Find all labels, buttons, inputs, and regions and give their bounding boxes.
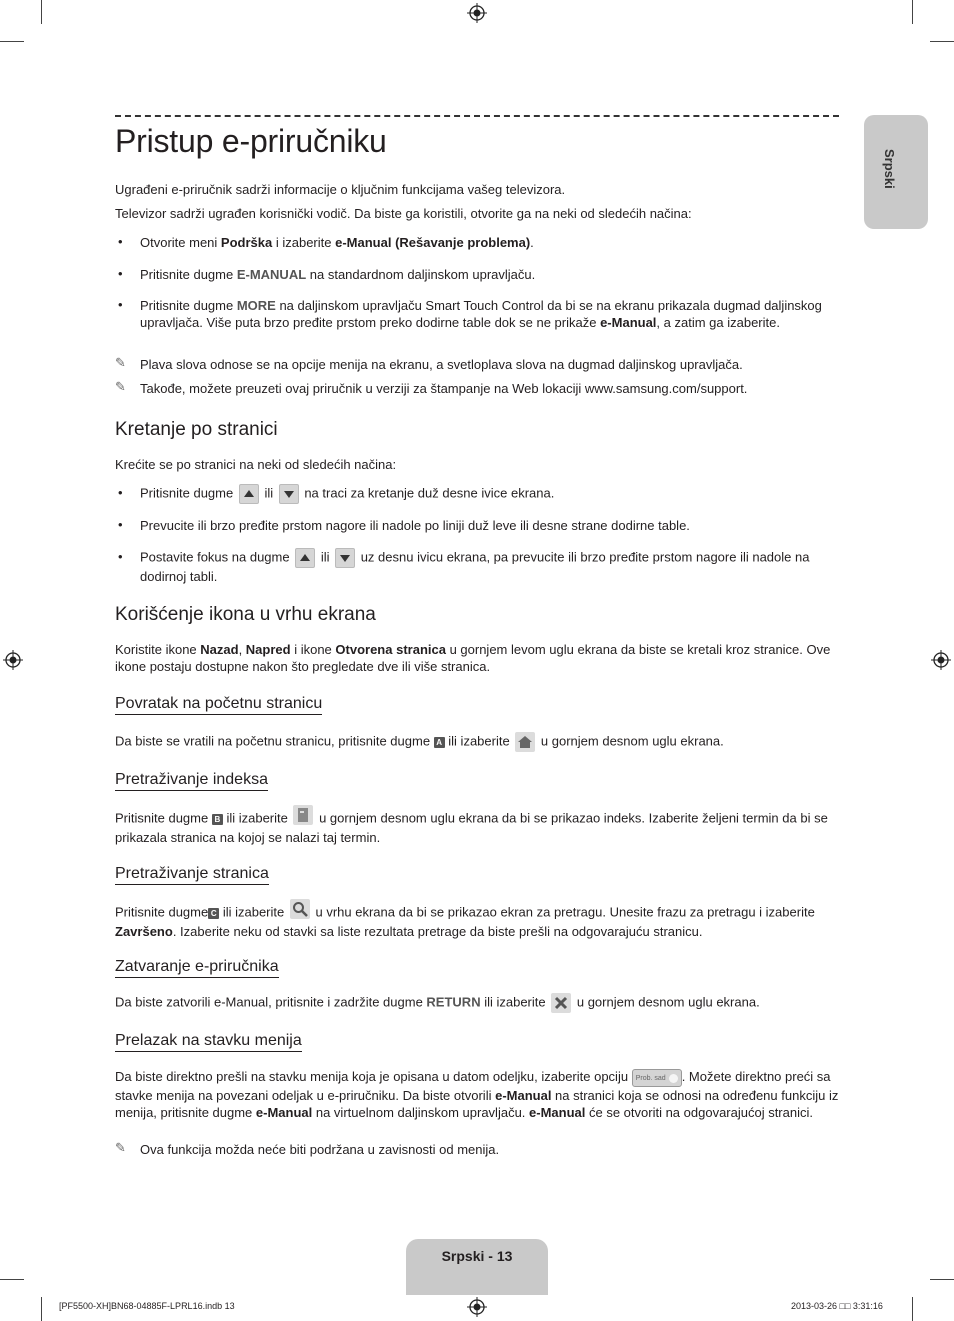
crop-mark [41, 0, 42, 24]
section-heading-icons: Korišćenje ikona u vrhu ekrana [115, 604, 376, 625]
up-arrow-icon [295, 548, 315, 568]
intro-paragraph-2: Televizor sadrži ugrađen korisnički vodič. Da biste ga koristili, otvorite ga na neki od sledećih načina: [115, 206, 692, 221]
home-paragraph: Da biste se vratili na početnu stranicu, pritisnite dugme A ili izaberite u gornjem desnom uglu ekrana. [115, 732, 839, 752]
index-paragraph: Pritisnite dugme B ili izaberite u gornjem desnom uglu ekrana da bi se prikazao indeks. Izaberite željeni termin da bi se prikazala stranica na kojoj se nalazi taj termin. [115, 809, 839, 846]
print-file-info: [PF5500-XH]BN68-04885F-LPRL16.indb 13 [59, 1301, 235, 1311]
crop-mark [930, 41, 954, 42]
bullet: • [118, 266, 123, 281]
note-2: Takođe, možete preuzeti ovaj priručnik u verziji za štampanje na Web lokaciji www.samsung.com/support. [140, 381, 748, 396]
bullet: • [118, 549, 123, 564]
bullet: • [118, 234, 123, 249]
crop-mark [0, 1279, 24, 1280]
index-icon [293, 805, 313, 825]
registration-mark-icon [467, 3, 487, 23]
icons-paragraph: Koristite ikone Nazad, Napred i ikone Otvorena stranica u gornjem levom uglu ekrana da biste se kretali kroz stranice. Ove ikone postaju dostupne nakon što pregledate dve ili više stranica. [115, 642, 831, 674]
close-icon [551, 993, 571, 1013]
note-pencil-icon: ✎ [115, 355, 126, 370]
subheading-search: Pretraživanje stranica [115, 865, 269, 885]
subheading-index: Pretraživanje indeksa [115, 771, 268, 791]
page-number-tab [406, 1239, 548, 1295]
subheading-close: Zatvaranje e-priručnika [115, 958, 279, 978]
crop-mark [930, 1279, 954, 1280]
intro-bullet-2: Pritisnite dugme E-MANUAL na standardnom daljinskom upravljaču. [140, 267, 536, 282]
key-a-icon: A [434, 737, 445, 748]
registration-mark-icon [931, 650, 951, 670]
intro-paragraph-1: Ugrađeni e-priručnik sadrži informacije o ključnim funkcijama vašeg televizora. [115, 182, 566, 197]
crop-mark [912, 1297, 913, 1321]
intro-bullet-1: Otvorite meni Podrška i izaberite e-Manual (Rešavanje problema). [140, 235, 534, 250]
nav-bullet-2: Prevucite ili brzo pređite prstom nagore ili nadole po liniji duž leve ili desne strane dodirne table. [140, 518, 690, 533]
bullet: • [118, 517, 123, 532]
crop-mark [0, 41, 24, 42]
note-pencil-icon: ✎ [115, 1140, 126, 1155]
menu-paragraph: Da biste direktno prešli na stavku menija koja je opisana u datom odeljku, izaberite opciju Prob. sad . Možete direktno preći sa stavke menija na povezani odeljak u e-priručniku. Da biste otvorili e-Manual na stranici koja se odnosi na određenu funkciju iz menija, pritisnite dugme e-Manual na virtuelnom daljinskom upravljaču. e-Manual će se otvoriti na odgovarajućoj stranici. [115, 1069, 839, 1120]
nav-paragraph: Krećite se po stranici na neki od sledećih načina: [115, 457, 397, 472]
side-tab-label: Srpski [882, 149, 897, 189]
try-now-button: Prob. sad [632, 1069, 682, 1087]
subheading-menu: Prelazak na stavku menija [115, 1032, 302, 1052]
registration-mark-icon [3, 650, 23, 670]
title-dashed-rule [115, 115, 839, 117]
nav-bullet-1: Pritisnite dugme ili na traci za kretanje duž desne ivice ekrana. [140, 484, 840, 504]
down-arrow-icon [335, 548, 355, 568]
page-number-label: Srpski - 13 [441, 1248, 513, 1264]
up-arrow-icon [239, 484, 259, 504]
print-date-info: 2013-03-26 □□ 3:31:16 [791, 1301, 883, 1311]
crop-mark [41, 1297, 42, 1321]
nav-bullet-3: Postavite fokus na dugme ili uz desnu ivicu ekrana, pa prevucite ili brzo pređite prstom nagore ili nadole na dodirnoj tabli. [140, 549, 810, 584]
note-1: Plava slova odnose se na opcije menija na ekranu, a svetloplava slova na dugmad daljinskog upravljača. [140, 357, 743, 372]
home-icon [515, 732, 535, 752]
registration-mark-icon [467, 1297, 487, 1317]
language-side-tab [864, 115, 928, 229]
down-arrow-icon [279, 484, 299, 504]
page-title: Pristup e-priručniku [115, 123, 387, 159]
search-paragraph: Pritisnite dugme C ili izaberite u vrhu ekrana da bi se prikazao ekran za pretragu. Unesite frazu za pretragu i izaberite Završeno. Izaberite neku od stavki sa liste rezultata pretrage da biste prešli na odgovarajuću stranicu. [115, 903, 839, 940]
subheading-home: Povratak na početnu stranicu [115, 695, 322, 715]
crop-mark [912, 0, 913, 24]
bullet: • [118, 485, 123, 500]
bullet: • [118, 297, 123, 312]
menu-note: Ova funkcija možda neće biti podržana u zavisnosti od menija. [140, 1142, 500, 1157]
close-paragraph: Da biste zatvorili e-Manual, pritisnite i zadržite dugme RETURN ili izaberite u gornjem desnom uglu ekrana. [115, 993, 839, 1013]
key-c-icon: C [208, 908, 219, 919]
key-b-icon: B [212, 814, 223, 825]
search-icon [290, 899, 310, 919]
note-pencil-icon: ✎ [115, 379, 126, 394]
intro-bullet-3: Pritisnite dugme MORE na daljinskom upravljaču Smart Touch Control da bi se na ekranu prikazala dugmad daljinskog upravljača. Više puta brzo pređite prstom preko dodirne table dok se ne prikaže e-Manual, a zatim ga izaberite. [140, 298, 822, 330]
section-heading-navigation: Kretanje po stranici [115, 419, 278, 440]
